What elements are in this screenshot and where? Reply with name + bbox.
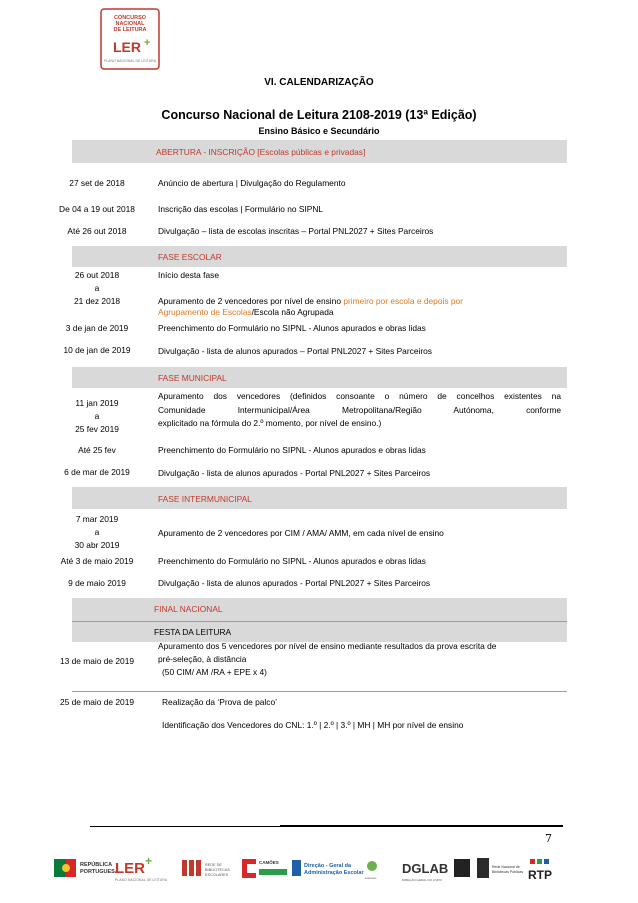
escolar-date-1a: 26 out 2018 [74,270,120,280]
final-date-2: 25 de maio de 2019 [59,697,135,707]
escolar-desc-2-highlight-1: primeiro por escola e depois por [343,296,463,306]
final-desc-2: Realização da ‘Prova de palco’ [162,697,277,707]
intermunicipal-date-3: 9 de maio 2019 [68,578,126,588]
svg-text:Administração Escolar: Administração Escolar [304,870,364,876]
municipal-desc-2: Preenchimento do Formulário no SIPNL - Alunos apurados e obras lidas [158,445,426,455]
abertura-date-1: 27 set de 2018 [69,178,125,188]
final-desc-1-line-1: Apuramento dos 5 vencedores por nível de ensino mediante resultados da prova escrita de [158,641,497,651]
sub-title: Ensino Básico e Secundário [258,126,380,136]
municipal-band [72,367,567,388]
svg-text:+: + [145,854,153,868]
escolar-desc-3: Preenchimento do Formulário no SIPNL - Alunos apurados e obras lidas [158,323,426,333]
svg-text:PLANO NACIONAL DE LEITURA: PLANO NACIONAL DE LEITURA [103,59,157,63]
svg-text:LER: LER [115,860,145,877]
final-desc-1-line-3: (50 CIM/ AM /RA + EPE x 4) [162,667,267,677]
municipal-date-1b: a [94,411,100,421]
escolar-header: FASE ESCOLAR [158,252,222,262]
municipal-date-2: Até 25 fev [78,445,116,455]
final-band-separator [72,621,567,622]
intermunicipal-desc-3: Divulgação - lista de alunos apurados - Portal PNL2027 + Sites Parceiros [158,578,431,588]
intermunicipal-date-2: Até 3 de maio 2019 [60,556,134,566]
svg-text:REDE DE: REDE DE [205,863,222,867]
svg-text:CONCURSO: CONCURSO [113,15,147,21]
svg-text:DIREÇÃO-GERAL DO LIVRO: DIREÇÃO-GERAL DO LIVRO [402,878,442,882]
final-date-1: 13 de maio de 2019 [59,656,135,666]
escolar-date-3: 3 de jan de 2019 [65,323,129,333]
final-row-separator [72,691,567,692]
escolar-desc-2-pre: Apuramento de 2 vencedores por nível de ensino [158,296,344,306]
footer-rule-left [90,826,280,827]
municipal-desc-1-line-3: explicitado na fórmula do 2.º momento, por nível de ensino.) [158,418,382,428]
escolar-desc-2-highlight-2: Agrupamento de Escolas [158,307,252,317]
intermunicipal-date-1b: a [94,527,100,537]
main-title: Concurso Nacional de Leitura 2108-2019 (13ª Edição) [161,108,477,122]
escolar-date-1b: a [94,283,100,293]
svg-text:Rede Nacional de: Rede Nacional de [492,865,520,869]
final-desc-3: Identificação dos Vencedores do CNL: 1.º | 2.º | 3.º | MH | MH por nível de ensino [162,720,464,730]
svg-text:REPÚBLICA: REPÚBLICA [80,862,113,868]
svg-text:Direção - Geral da: Direção - Geral da [304,863,352,869]
abertura-date-2: De 04 a 19 out 2018 [59,204,135,214]
municipal-desc-1-line-2: Comunidade Intermunicipal/Área Metropolitana/Região Autónoma, conforme [158,405,561,415]
abertura-date-3: Até 26 out 2018 [67,226,127,236]
section-title: VI. CALENDARIZAÇÃO [264,77,374,88]
svg-text:ESCOLARES: ESCOLARES [205,873,229,877]
svg-text:LER: LER [113,39,141,55]
municipal-header: FASE MUNICIPAL [158,373,227,383]
svg-text:BIBLIOTECAS: BIBLIOTECAS [205,868,230,872]
intermunicipal-band [72,487,567,509]
municipal-date-3: 6 de mar de 2019 [64,467,130,477]
concurso-logo [100,8,160,70]
page-number: 7 [545,832,552,845]
abertura-desc-1: Anúncio de abertura | Divulgação do Regulamento [158,178,346,188]
escolar-desc-2-post: /Escola não Agrupada [251,307,334,317]
intermunicipal-desc-1: Apuramento de 2 vencedores por CIM / AMA/ AMM, em cada nível de ensino [158,528,444,538]
svg-text:NACIONAL: NACIONAL [115,21,145,27]
municipal-date-1c: 25 fev 2019 [75,424,119,434]
svg-text:DE LEITURA: DE LEITURA [113,27,147,33]
escolar-date-1c: 21 dez 2018 [73,296,121,306]
intermunicipal-header: FASE INTERMUNICIPAL [158,494,252,504]
final-header: FINAL NACIONAL [154,604,223,614]
svg-text:erasmus: erasmus [365,876,377,880]
svg-text:RTP: RTP [528,868,552,882]
escolar-band [72,246,567,267]
svg-text:PORTUGUESA: PORTUGUESA [80,869,119,875]
svg-text:PLANO NACIONAL DE LEITURA: PLANO NACIONAL DE LEITURA [115,878,168,882]
municipal-desc-3: Divulgação - lista de alunos apurados - Portal PNL2027 + Sites Parceiros [158,468,431,478]
escolar-desc-4: Divulgação - lista de alunos apurados – Portal PNL2027 + Sites Parceiros [158,346,432,356]
svg-text:+: + [144,37,151,49]
final-subheader: FESTA DA LEITURA [154,627,232,637]
final-band [72,598,567,642]
municipal-date-1a: 11 jan 2019 [75,398,119,408]
footer-logos [52,851,587,887]
svg-text:Bibliotecas Públicas: Bibliotecas Públicas [492,870,524,874]
escolar-date-4: 10 de jan de 2019 [63,345,131,355]
svg-text:CAMÕES: CAMÕES [259,860,279,865]
abertura-desc-3: Divulgação – lista de escolas inscritas – Portal PNL2027 + Sites Parceiros [158,226,434,236]
abertura-header: ABERTURA - INSCRIÇÃO [Escolas públicas e privadas] [156,147,366,157]
final-desc-1-line-2: pré-seleção, à distância [158,654,247,664]
footer-rule-right [280,825,563,827]
municipal-desc-1-line-1: Apuramento dos vencedores (definidos consoante o número de concelhos existentes na [158,391,561,401]
abertura-desc-2: Inscrição das escolas | Formulário no SIPNL [158,204,324,214]
intermunicipal-date-1c: 30 abr 2019 [74,540,120,550]
intermunicipal-date-1a: 7 mar 2019 [75,514,119,524]
escolar-desc-1: Início desta fase [158,270,219,280]
escolar-desc-2 [158,296,561,318]
svg-text:DGLAB: DGLAB [402,861,449,876]
intermunicipal-desc-2: Preenchimento do Formulário no SIPNL - Alunos apurados e obras lidas [158,556,426,566]
